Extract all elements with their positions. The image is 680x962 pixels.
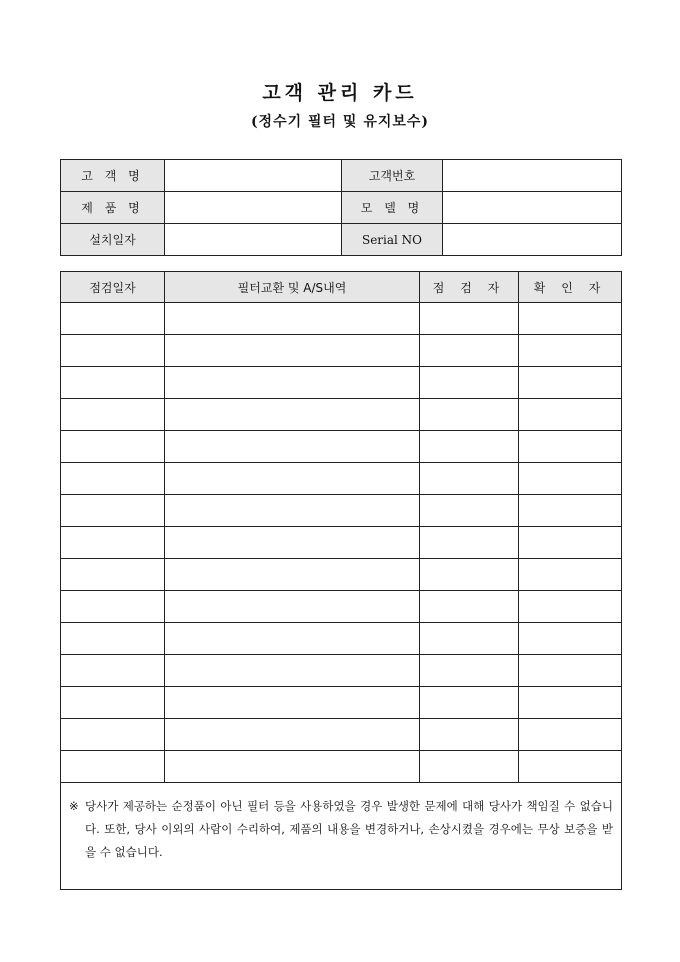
product-name-label: 제 품 명 bbox=[61, 192, 165, 224]
inspector-cell[interactable] bbox=[420, 527, 519, 559]
confirmer-cell[interactable] bbox=[519, 559, 622, 591]
notice-cell bbox=[61, 783, 622, 890]
confirmer-cell[interactable] bbox=[519, 303, 622, 335]
service-details-cell[interactable] bbox=[165, 431, 420, 463]
inspection-date-cell[interactable] bbox=[61, 495, 165, 527]
table-row bbox=[61, 463, 622, 495]
reference-mark-icon: ※ bbox=[69, 799, 79, 813]
service-details-cell[interactable] bbox=[165, 719, 420, 751]
service-details-cell[interactable] bbox=[165, 495, 420, 527]
document-title: 고객 관리 카드 bbox=[262, 82, 418, 104]
inspection-date-cell[interactable] bbox=[61, 399, 165, 431]
table-row bbox=[61, 335, 622, 367]
service-details-cell[interactable] bbox=[165, 335, 420, 367]
service-details-cell[interactable] bbox=[165, 751, 420, 783]
maintenance-log-table bbox=[60, 271, 622, 890]
inspector-cell[interactable] bbox=[420, 591, 519, 623]
product-name-field[interactable] bbox=[165, 192, 342, 224]
info-row-customer bbox=[61, 160, 622, 192]
confirmer-cell[interactable] bbox=[519, 623, 622, 655]
service-details-cell[interactable] bbox=[165, 303, 420, 335]
document-subtitle: (정수기 필터 및 유지보수) bbox=[250, 114, 430, 130]
inspection-date-cell[interactable] bbox=[61, 751, 165, 783]
inspection-date-cell[interactable] bbox=[61, 527, 165, 559]
inspector-cell[interactable] bbox=[420, 655, 519, 687]
table-row bbox=[61, 431, 622, 463]
log-header-row bbox=[61, 272, 622, 303]
confirmer-cell[interactable] bbox=[519, 687, 622, 719]
table-row bbox=[61, 495, 622, 527]
table-row bbox=[61, 655, 622, 687]
confirmer-cell[interactable] bbox=[519, 463, 622, 495]
confirmer-cell[interactable] bbox=[519, 655, 622, 687]
customer-name-field[interactable] bbox=[165, 160, 342, 192]
model-name-label: 모 델 명 bbox=[342, 192, 443, 224]
info-row-product bbox=[61, 192, 622, 224]
confirmer-cell[interactable] bbox=[519, 399, 622, 431]
table-row bbox=[61, 687, 622, 719]
service-details-cell[interactable] bbox=[165, 591, 420, 623]
confirmer-cell[interactable] bbox=[519, 431, 622, 463]
model-name-field[interactable] bbox=[443, 192, 622, 224]
confirmer-cell[interactable] bbox=[519, 527, 622, 559]
table-row bbox=[61, 367, 622, 399]
service-details-cell[interactable] bbox=[165, 655, 420, 687]
inspection-date-cell[interactable] bbox=[61, 303, 165, 335]
column-header-service-details: 필터교환 및 A/S내역 bbox=[165, 272, 420, 303]
service-details-cell[interactable] bbox=[165, 463, 420, 495]
serial-number-field[interactable] bbox=[443, 224, 622, 256]
table-row bbox=[61, 591, 622, 623]
service-details-cell[interactable] bbox=[165, 559, 420, 591]
table-row bbox=[61, 559, 622, 591]
inspector-cell[interactable] bbox=[420, 335, 519, 367]
inspector-cell[interactable] bbox=[420, 431, 519, 463]
confirmer-cell[interactable] bbox=[519, 367, 622, 399]
serial-number-label: Serial NO bbox=[342, 224, 443, 256]
confirmer-cell[interactable] bbox=[519, 719, 622, 751]
inspector-cell[interactable] bbox=[420, 495, 519, 527]
confirmer-cell[interactable] bbox=[519, 335, 622, 367]
inspector-cell[interactable] bbox=[420, 463, 519, 495]
service-details-cell[interactable] bbox=[165, 623, 420, 655]
table-row bbox=[61, 399, 622, 431]
inspector-cell[interactable] bbox=[420, 687, 519, 719]
table-row bbox=[61, 719, 622, 751]
service-details-cell[interactable] bbox=[165, 527, 420, 559]
inspection-date-cell[interactable] bbox=[61, 463, 165, 495]
inspection-date-cell[interactable] bbox=[61, 623, 165, 655]
inspection-date-cell[interactable] bbox=[61, 591, 165, 623]
table-row bbox=[61, 623, 622, 655]
confirmer-cell[interactable] bbox=[519, 751, 622, 783]
table-row bbox=[61, 527, 622, 559]
inspection-date-cell[interactable] bbox=[61, 431, 165, 463]
table-row bbox=[61, 751, 622, 783]
inspector-cell[interactable] bbox=[420, 719, 519, 751]
column-header-confirmer: 확 인 자 bbox=[519, 272, 622, 303]
inspector-cell[interactable] bbox=[420, 303, 519, 335]
inspection-date-cell[interactable] bbox=[61, 719, 165, 751]
inspection-date-cell[interactable] bbox=[61, 335, 165, 367]
inspector-cell[interactable] bbox=[420, 751, 519, 783]
notice-row bbox=[61, 783, 622, 890]
confirmer-cell[interactable] bbox=[519, 495, 622, 527]
install-date-label: 설치일자 bbox=[61, 224, 165, 256]
inspector-cell[interactable] bbox=[420, 367, 519, 399]
info-row-install bbox=[61, 224, 622, 256]
confirmer-cell[interactable] bbox=[519, 591, 622, 623]
inspector-cell[interactable] bbox=[420, 559, 519, 591]
inspection-date-cell[interactable] bbox=[61, 687, 165, 719]
service-details-cell[interactable] bbox=[165, 399, 420, 431]
service-details-cell[interactable] bbox=[165, 367, 420, 399]
inspection-date-cell[interactable] bbox=[61, 559, 165, 591]
notice-text: 당사가 제공하는 순정품이 아닌 필터 등을 사용하였을 경우 발생한 문제에 대해 당사가 책임질 수 없습니다. 또한, 당사 이외의 사람이 수리하여, 제품의 내용을 변경하거나, 손상시켰을 경우에는 무상 보증을 받을 수 없습니다. bbox=[85, 799, 613, 859]
install-date-field[interactable] bbox=[165, 224, 342, 256]
inspection-date-cell[interactable] bbox=[61, 367, 165, 399]
customer-info-table bbox=[60, 159, 622, 256]
service-details-cell[interactable] bbox=[165, 687, 420, 719]
column-header-inspector: 점 검 자 bbox=[420, 272, 519, 303]
customer-name-label: 고 객 명 bbox=[61, 160, 165, 192]
customer-number-label: 고객번호 bbox=[342, 160, 443, 192]
customer-number-field[interactable] bbox=[443, 160, 622, 192]
inspector-cell[interactable] bbox=[420, 623, 519, 655]
column-header-inspection-date: 점검일자 bbox=[61, 272, 165, 303]
inspection-date-cell[interactable] bbox=[61, 655, 165, 687]
table-row bbox=[61, 303, 622, 335]
inspector-cell[interactable] bbox=[420, 399, 519, 431]
